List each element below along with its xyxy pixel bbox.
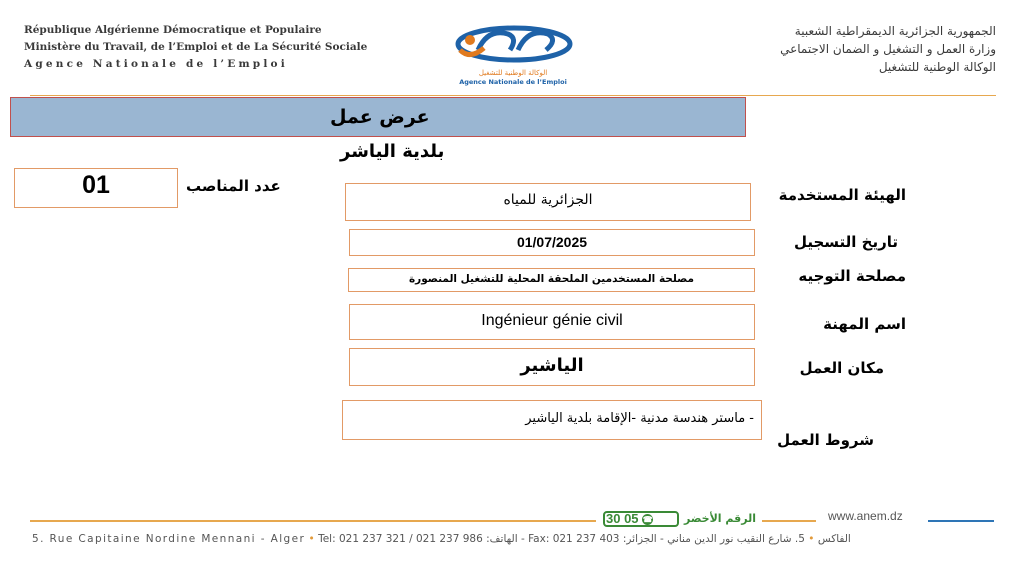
work-conditions-value: - ماستر هندسة مدنية -الإقامة بلدية الياشير <box>525 411 754 426</box>
header-fr-line-2: Ministère du Travail, de l’Emploi et de La Sécurité Sociale <box>24 41 368 53</box>
header-ar-line-1: الجمهورية الجزائرية الديمقراطية الشعبية <box>794 24 996 38</box>
phone-icon: ☎ <box>642 515 653 525</box>
phone-fax: Tel: 021 237 321 / 021 237 986 :الهاتف - Fax: 021 237 403 :الفاكس <box>318 533 851 545</box>
workplace-label: مكان العمل <box>799 359 884 377</box>
positions-label: عدد المناصب <box>186 177 281 195</box>
registration-date-label: تاريخ التسجيل <box>793 233 898 251</box>
registration-date-value: 01/07/2025 <box>516 234 588 250</box>
header-divider <box>30 95 996 96</box>
orientation-service-label: مصلحة التوجيه <box>798 267 906 285</box>
orientation-service-value: مصلحة المستخدمين الملحقة المحلية للتشغيل المنصورة <box>408 273 695 285</box>
header-french <box>24 22 367 73</box>
website-link[interactable]: www.anem.dz <box>828 509 903 523</box>
header-ar-line-2: وزارة العمل و التشغيل و الضمان الاجتماعي <box>780 42 996 56</box>
logo-french-text: Agence Nationale de l’Emploi <box>459 78 567 86</box>
anem-logo-icon <box>448 20 578 70</box>
employer-value: الجزائرية للمياه <box>503 192 593 208</box>
footer-rule-right <box>928 520 994 522</box>
address-french: 5. Rue Capitaine Nordine Mennani - Alger <box>32 533 306 545</box>
job-title-label: اسم المهنة <box>823 315 906 333</box>
offer-title: عرض عمل <box>330 106 430 128</box>
footer-address <box>32 533 1000 545</box>
logo-arabic-text: الوكالة الوطنية للتشغيل <box>478 69 548 77</box>
footer-rule-left <box>30 520 596 522</box>
address-arabic: 5. شارع النقيب نور الدين مناني - الجزائر <box>626 533 805 545</box>
municipality-title: بلدية الياشر <box>340 141 445 162</box>
work-conditions-label: شروط العمل <box>777 431 874 449</box>
green-number-value: 30 05 <box>606 511 639 526</box>
header-arabic <box>780 22 996 76</box>
header-fr-line-1: République Algérienne Démocratique et Populaire <box>24 24 322 36</box>
workplace-value: الياشير <box>520 355 584 376</box>
header-fr-line-3: Agence Nationale de l’Emploi <box>24 58 288 70</box>
green-number <box>606 511 653 526</box>
footer-rule-middle <box>762 520 816 522</box>
green-number-label: الرقم الأخضر <box>684 512 756 525</box>
job-title-value: Ingénieur génie civil <box>481 312 623 329</box>
header-ar-line-3: الوكالة الوطنية للتشغيل <box>878 60 996 74</box>
employer-label: الهيئة المستخدمة <box>778 186 906 204</box>
positions-count: 01 <box>82 171 110 199</box>
address-separator-icon: • <box>308 533 315 545</box>
address-separator-icon-2: • <box>808 533 815 545</box>
anem-logo <box>448 20 578 92</box>
